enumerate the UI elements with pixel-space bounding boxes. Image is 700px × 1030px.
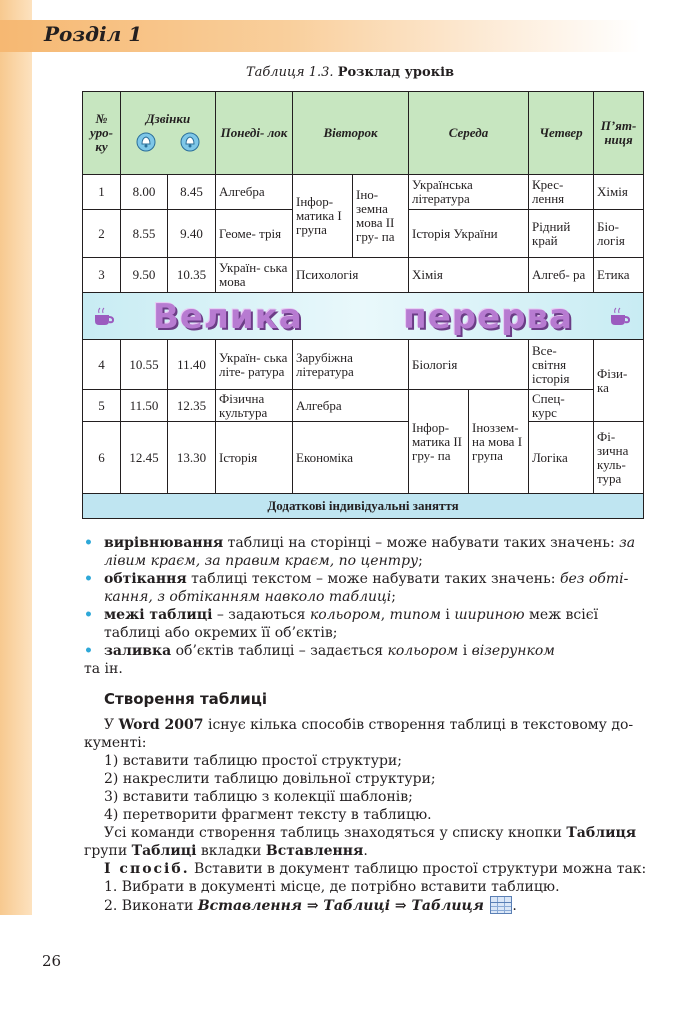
values: за лівим краєм, за правим краєм, по центру (104, 535, 636, 569)
thursday-subject: Крес- лення (529, 175, 594, 210)
start-time: 8.00 (121, 175, 168, 210)
header-bells-label: Дзвінки (145, 110, 191, 126)
term: обтікання (104, 571, 187, 587)
friday-subject: Біо- логія (594, 210, 643, 258)
step (84, 896, 648, 915)
header-friday: П’ят- ниця (594, 92, 643, 175)
text: і (458, 643, 472, 659)
wednesday-group1: Іноззем- на мова І група (469, 390, 529, 494)
lesson-number: 1 (83, 175, 121, 210)
text: об’єктів таблиці – задається (171, 643, 388, 659)
app-name: Word 2007 (118, 717, 204, 733)
monday-subject: Фізична культура (216, 390, 293, 422)
end-time: 8.45 (168, 175, 216, 210)
text: групи (84, 843, 132, 859)
wednesday-subject: Історія України (409, 210, 529, 258)
text: ; (391, 589, 396, 605)
list-item (84, 642, 648, 660)
section-body (84, 716, 648, 915)
friday-subject: Фі- зична куль- тура (594, 422, 643, 494)
text: таблиці на сторінці – може набувати таких значень: (223, 535, 620, 551)
values: типом (389, 607, 441, 623)
start-time: 11.50 (121, 390, 168, 422)
lesson-number: 3 (83, 258, 121, 293)
text: таблиці текстом – може набувати таких значень: (186, 571, 560, 587)
thursday-subject: Все- світня історія (529, 340, 594, 390)
table-caption (0, 65, 700, 80)
start-time: 12.45 (121, 422, 168, 494)
text: існує кілька способів створення таблиці в текстовому документі: (84, 717, 634, 751)
bullet-icon: • (84, 643, 93, 659)
page-number: 26 (42, 952, 62, 970)
header-tuesday: Вівторок (293, 92, 409, 175)
end-time: 13.30 (168, 422, 216, 494)
bullet-icon: • (84, 535, 93, 551)
caption-title: Розклад уроків (337, 65, 455, 80)
list-item: 4) перетворити фрагмент тексту в таблицю. (104, 807, 432, 823)
text: ; (418, 553, 423, 569)
monday-subject: Україн- ська літе- ратура (216, 340, 293, 390)
end-time: 10.35 (168, 258, 216, 293)
list-item (84, 570, 648, 606)
values: шириною (454, 607, 525, 623)
ui-term: Таблиця (566, 825, 637, 841)
bell-icon (136, 132, 156, 152)
bullet-icon: • (84, 571, 93, 587)
values: без обтікання, з обтіканням навколо таблиці (104, 571, 629, 605)
header-wednesday: Середа (409, 92, 529, 175)
ui-term: Вставлення (265, 843, 364, 859)
term: вирівнювання (104, 535, 224, 551)
header-thursday: Четвер (529, 92, 594, 175)
friday-subject: Хімія (594, 175, 643, 210)
extra-classes-row: Додаткові індивідуальні заняття (83, 494, 643, 518)
monday-subject: Україн- ська мова (216, 258, 293, 293)
commands-paragraph (84, 824, 648, 860)
lesson-number: 5 (83, 390, 121, 422)
list-item (84, 534, 648, 570)
list-tail: та ін. (84, 661, 123, 677)
text: і (440, 607, 455, 623)
tuesday-group1: Інфор- матика І група (293, 175, 353, 258)
ui-term: Таблиці (131, 843, 197, 859)
list-item: 3) вставити таблицю з колекції шаблонів; (104, 789, 413, 805)
lesson-number: 6 (83, 422, 121, 494)
term: межі таблиці (104, 607, 213, 623)
end-time: 9.40 (168, 210, 216, 258)
term: заливка (104, 643, 172, 659)
header-monday: Понеді- лок (216, 92, 293, 175)
intro-paragraph (84, 716, 648, 752)
end-time: 12.35 (168, 390, 216, 422)
tuesday-subject: Психологія (293, 258, 409, 293)
text: . (512, 898, 517, 914)
text: меж всієї таблиці або окремих її об’єктів; (104, 607, 599, 641)
schedule-table (82, 91, 644, 519)
text: 2. Виконати (104, 898, 198, 914)
values: кольором (387, 643, 459, 659)
step: 1. Вибрати в документі місце, де потрібно вставити таблицю. (104, 879, 560, 895)
start-time: 8.55 (121, 210, 168, 258)
monday-subject: Алгебра (216, 175, 293, 210)
text: У (104, 717, 119, 733)
start-time: 10.55 (121, 340, 168, 390)
text: Усі команди створення таблиць знаходяться у списку кнопки (104, 825, 567, 841)
tuesday-subject: Економіка (293, 422, 409, 494)
table-properties-list (84, 534, 648, 678)
big-break-row (83, 293, 643, 340)
caption-label: Таблиця 1.3. (245, 65, 334, 80)
header-lesson-number: № уро- ку (83, 92, 121, 175)
wednesday-subject: Біологія (409, 340, 529, 390)
values: кольором (309, 607, 381, 623)
coffee-cup-icon (93, 307, 115, 327)
monday-subject: Історія (216, 422, 293, 494)
text: – задаються (212, 607, 310, 623)
text: вкладки (196, 843, 266, 859)
header-bells (121, 92, 216, 175)
big-break-word: перерва (403, 297, 573, 337)
thursday-subject: Алгеб- ра (529, 258, 594, 293)
start-time: 9.50 (121, 258, 168, 293)
thursday-subject: Спец- курс (529, 390, 594, 422)
monday-subject: Геоме- трія (216, 210, 293, 258)
big-break-title (113, 297, 613, 337)
bell-icon (180, 132, 200, 152)
section-title: Створення таблиці (104, 690, 268, 708)
list-item (84, 606, 648, 642)
big-break-word: Велика (153, 297, 303, 337)
page-edge-strip (0, 0, 32, 915)
list-item: 2) накреслити таблицю довільної структури; (104, 771, 436, 787)
friday-subject: Фізи- ка (594, 340, 643, 422)
text: , (380, 607, 390, 623)
thursday-subject: Логіка (529, 422, 594, 494)
list-item: 1) вставити таблицю простої структури; (104, 753, 402, 769)
wednesday-subject: Хімія (409, 258, 529, 293)
lesson-number: 2 (83, 210, 121, 258)
bullet-icon: • (84, 607, 93, 623)
text: . (363, 843, 368, 859)
menu-path: Вставлення ⇒ Таблиці ⇒ Таблиця (197, 898, 484, 914)
wednesday-subject: Українська література (409, 175, 529, 210)
method-paragraph (84, 860, 648, 878)
tuesday-group2: Іно- земна мова ІІ гру- па (353, 175, 409, 258)
table-icon (490, 896, 512, 914)
tuesday-subject: Зарубіжна література (293, 340, 409, 390)
method-label: І спосіб. (104, 861, 190, 877)
values: візерунком (471, 643, 555, 659)
tuesday-subject: Алгебра (293, 390, 409, 422)
wednesday-group2: Інфор- матика ІІ гру- па (409, 390, 469, 494)
end-time: 11.40 (168, 340, 216, 390)
coffee-cup-icon (609, 307, 631, 327)
chapter-title: Розділ 1 (44, 22, 143, 46)
thursday-subject: Рідний край (529, 210, 594, 258)
text: Вставити в документ таблицю простої структури можна так: (189, 861, 647, 877)
lesson-number: 4 (83, 340, 121, 390)
friday-subject: Етика (594, 258, 643, 293)
